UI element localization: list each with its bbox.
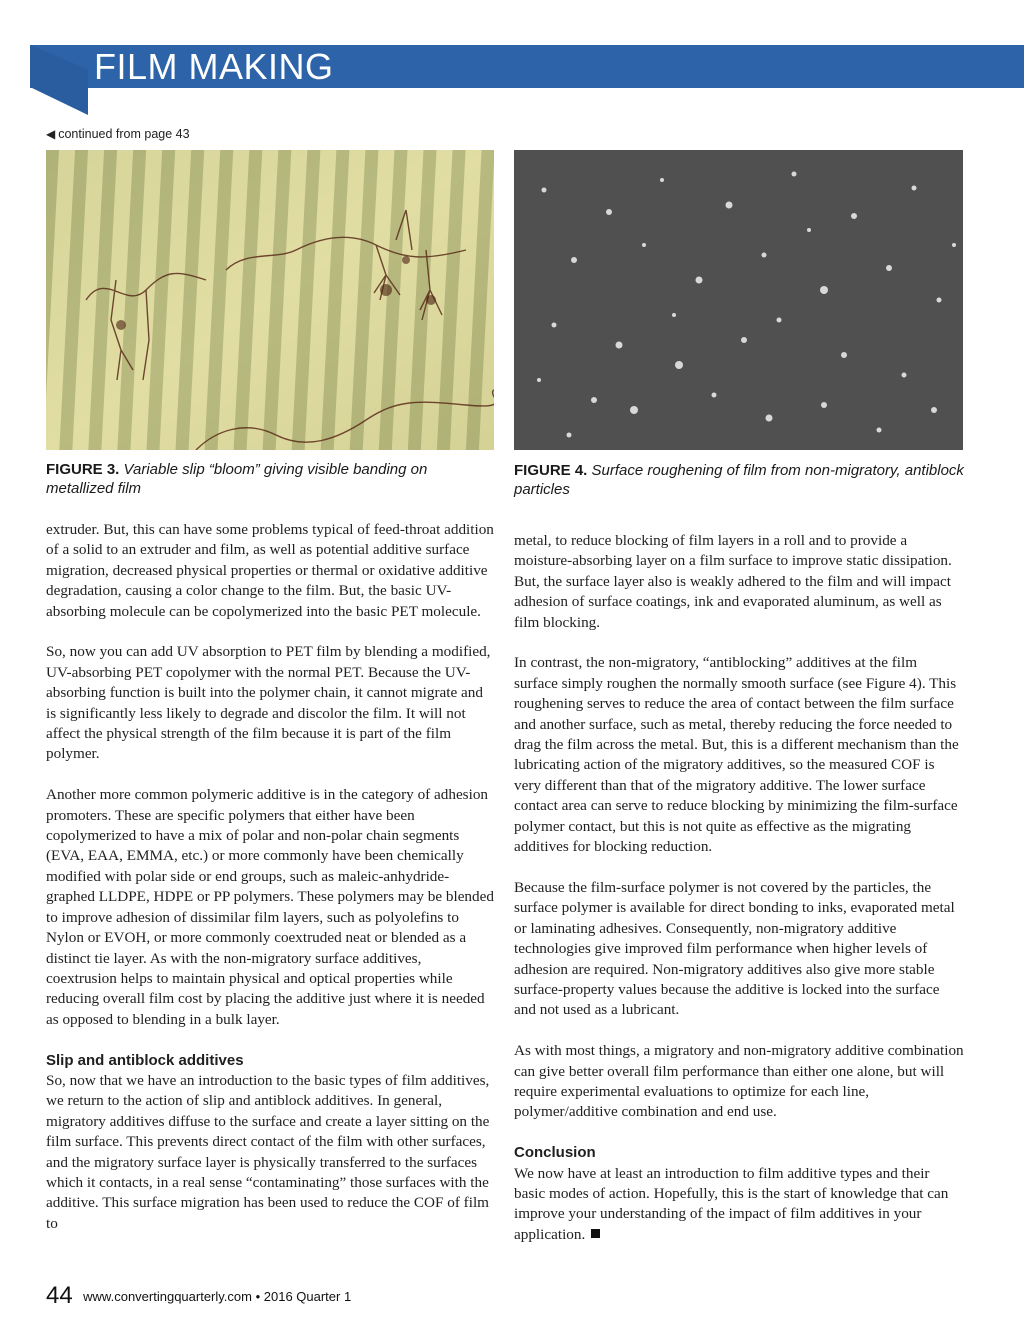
paragraph: So, now you can add UV absorption to PET film by blending a modified, UV-absorbing PET copolymer with the normal PET. Because the UV-absorbing function is built into the polymer chain, it cannot migrate and is significantly less likely to degrade and discolor the film. It will not affect the physical strength of the film because it is part of the film polymer.	[46, 643, 491, 763]
continued-note	[46, 127, 190, 141]
end-of-article-icon	[591, 1229, 600, 1238]
left-column	[46, 520, 494, 1234]
paragraph: extruder. But, this can have some problems typical of feed-throat addition of a solid to an extruder and film, as well as potential additive surface migration, decreased physical properties or thermal or oxidative additive degradation, causing a color change to the film. But, the basic UV-absorbing molecule can be copolymerized into the basic PET molecule.	[46, 521, 494, 620]
left-triangle-icon: ◀	[46, 127, 56, 141]
paragraph: As with most things, a migratory and non-migratory additive combination can give better overall film performance than either one alone, but will require experimental evaluations to optimize for each line, polymer/additive combination and end use.	[514, 1042, 964, 1121]
paragraph-conclusion	[514, 1164, 964, 1246]
section-title: FILM MAKING	[94, 46, 334, 87]
paragraph: Because the film-surface polymer is not covered by the particles, the surface polymer is available for direct bonding to inks, evaporated metal or laminating adhesives. Consequently, non-migratory additive technologies give improved film performance when higher levels of adhesion are required. Non-migratory additives also give more stable surface-property values because the additive is locked into the surface and not used as a lubricant.	[514, 878, 955, 1019]
conclusion-text: We now have at least an introduction to film additive types and their basic modes of action. Hopefully, this is the start of knowledge that can improve your understanding of the impact of film additives in your application.	[514, 1164, 949, 1243]
figure-4-label: FIGURE 4.	[514, 462, 588, 479]
figure-3-caption-text: Variable slip “bloom” giving visible banding on metallized film	[46, 461, 428, 497]
right-column	[514, 531, 964, 1245]
paragraph: Another more common polymeric additive is in the category of adhesion promoters. These are specific polymers that either have been copolymerized to have a mix of polar and non-polar chain segments (EVA, EAA, EMMA, etc.) or more commonly have been chemically modified with polar side or end groups, such as maleic-anhydride-graphed LLDPE, HDPE or PP polymers. These polymers may be blended to improve adhesion of dissimilar film layers, such as polyolefins to Nylon or EVOH, or more commonly coextruded neat or blended as a distinct tie layer. As with the non-migratory surface additives, coextrusion helps to maintain physical and optical properties while reducing overall film cost by placing the additive just where it is needed as opposed to blending in a bulk layer.	[46, 786, 494, 1028]
figure-3-image	[46, 150, 494, 450]
figure-4-caption	[514, 461, 974, 499]
section-heading-slip-antiblock: Slip and antiblock additives	[46, 1051, 244, 1069]
section-heading-conclusion: Conclusion	[514, 1144, 596, 1162]
continued-text: continued from page 43	[58, 127, 190, 141]
figure-3-caption	[46, 460, 496, 498]
figure-4-caption-text: Surface roughening of film from non-migratory, antiblock particles	[514, 462, 964, 498]
figure-3-label: FIGURE 3.	[46, 461, 120, 478]
paragraph: So, now that we have an introduction to the basic types of film additives, we return to the action of slip and antiblock additives. In general, migratory additives diffuse to the surface and create a layer sitting on the film surface. This prevents direct contact of the film with other surfaces, and the migratory surface layer is physically transferred to the surfaces which it contacts, in a real sense “contaminating” those surfaces with the additive. This surface migration has been used to reduce the COF of film to	[46, 1071, 490, 1232]
paragraph: In contrast, the non-migratory, “antiblocking” additives at the film surface simply roughen the normally smooth surface (see Figure 4). This roughening serves to reduce the area of contact between the film surface and another surface, such as metal, thereby reducing the force needed to drag the film across the metal. But, this is a different mechanism than the lubricating action of the migratory additives, so the measured COF is very different than that of the migratory additive. The lower surface contact area can serve to reduce blocking by minimizing the film-surface polymer contact, but this is not quite as effective as the migrating additives for blocking reduction.	[514, 654, 959, 856]
page-number: 44	[46, 1282, 73, 1309]
footer	[46, 1282, 351, 1310]
paragraph: metal, to reduce blocking of film layers in a roll and to provide a moisture-absorbing layer on a film surface to improve static dissipation. But, the surface layer also is weakly adhered to the film and will impact adhesion of surface coatings, ink and evaporated aluminum, as well as film blocking.	[514, 532, 952, 631]
figure-4-image	[514, 150, 963, 450]
footer-text: www.convertingquarterly.com • 2016 Quarter 1	[83, 1288, 352, 1304]
